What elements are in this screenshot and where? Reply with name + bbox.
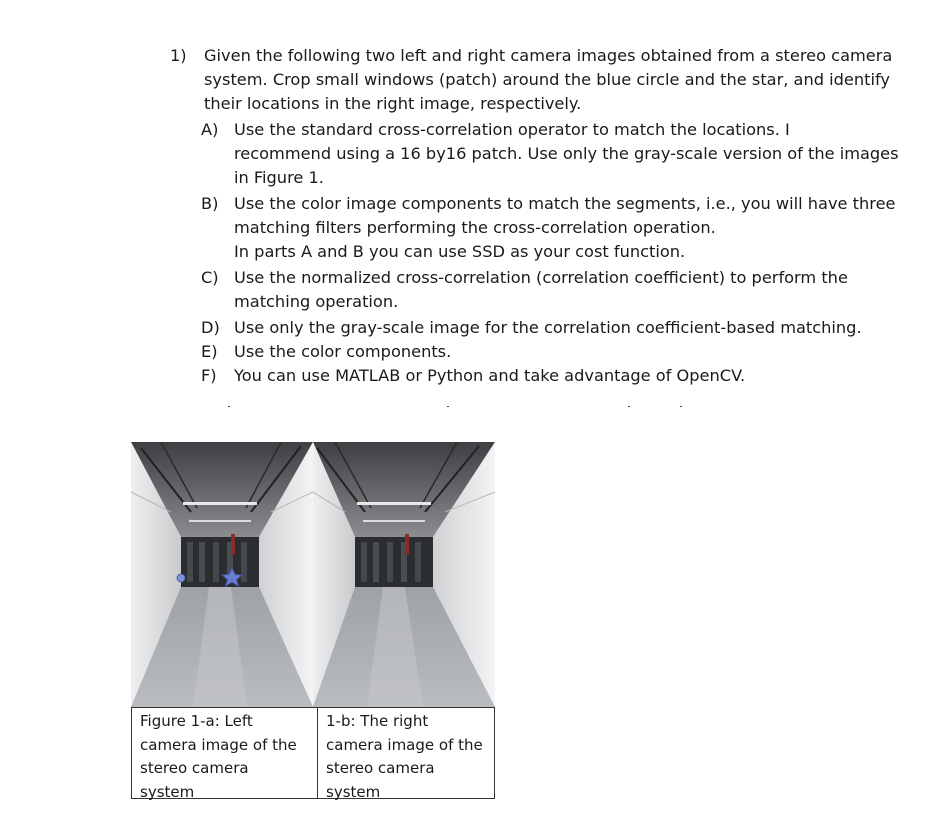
item-e-label: E) — [201, 342, 218, 361]
item-b-line-1: Use the color image components to match the segments, i.e., you will have three — [234, 194, 896, 213]
item-c-line-1: Use the normalized cross-correlation (correlation coefficient) to perform the — [234, 268, 848, 287]
question-number: 1) — [170, 46, 187, 65]
right-caption-line-3: stereo camera — [326, 759, 435, 777]
speck — [628, 406, 630, 407]
item-e-line-1: Use the color components. — [234, 342, 452, 361]
item-a-label: A) — [201, 120, 219, 139]
intro-line-3: their locations in the right image, respectively. — [204, 94, 582, 113]
speck — [680, 406, 682, 407]
blue-circle-marker — [177, 574, 185, 582]
item-d-line-1: Use only the gray-scale image for the correlation coefficient-based matching. — [234, 318, 862, 337]
left-caption-line-2: camera image of the — [140, 735, 297, 754]
right-caption-line-4: system — [326, 782, 381, 801]
item-c-line-2: matching operation. — [234, 292, 399, 311]
left-caption-cell — [132, 708, 318, 801]
intro-line-2: system. Crop small windows (patch) around the blue circle and the star, and identify — [204, 70, 890, 89]
left-camera-image — [131, 442, 313, 707]
left-caption-line-3: stereo camera — [140, 759, 249, 777]
item-a-line-2: recommend using a 16 by16 patch. Use only the gray-scale version of the images — [234, 144, 899, 163]
right-caption-line-2: camera image of the — [326, 735, 483, 754]
right-caption-line-1: 1-b: The right — [326, 712, 429, 730]
right-camera-image — [313, 442, 495, 707]
speck — [228, 406, 230, 407]
figure-caption-table — [131, 707, 495, 799]
speck — [447, 406, 449, 407]
item-a-line-1: Use the standard cross-correlation operator to match the locations. I — [234, 120, 790, 139]
item-d-label: D) — [201, 318, 220, 337]
left-caption-line-1: Figure 1-a: Left — [140, 712, 253, 730]
item-b-line-3: In parts A and B you can use SSD as your cost function. — [234, 242, 686, 261]
item-b-line-2: matching filters performing the cross-correlation operation. — [234, 218, 716, 237]
item-b-label: B) — [201, 194, 219, 213]
left-caption-line-4: system — [140, 782, 195, 801]
item-c-label: C) — [201, 268, 219, 287]
faint-specks — [220, 404, 700, 410]
item-f-label: F) — [201, 366, 217, 385]
item-a-line-3: in Figure 1. — [234, 168, 324, 187]
intro-line-1: Given the following two left and right camera images obtained from a stereo camera — [204, 46, 893, 65]
item-f-line-1: You can use MATLAB or Python and take advantage of OpenCV. — [234, 366, 746, 385]
right-caption-cell — [318, 708, 494, 801]
